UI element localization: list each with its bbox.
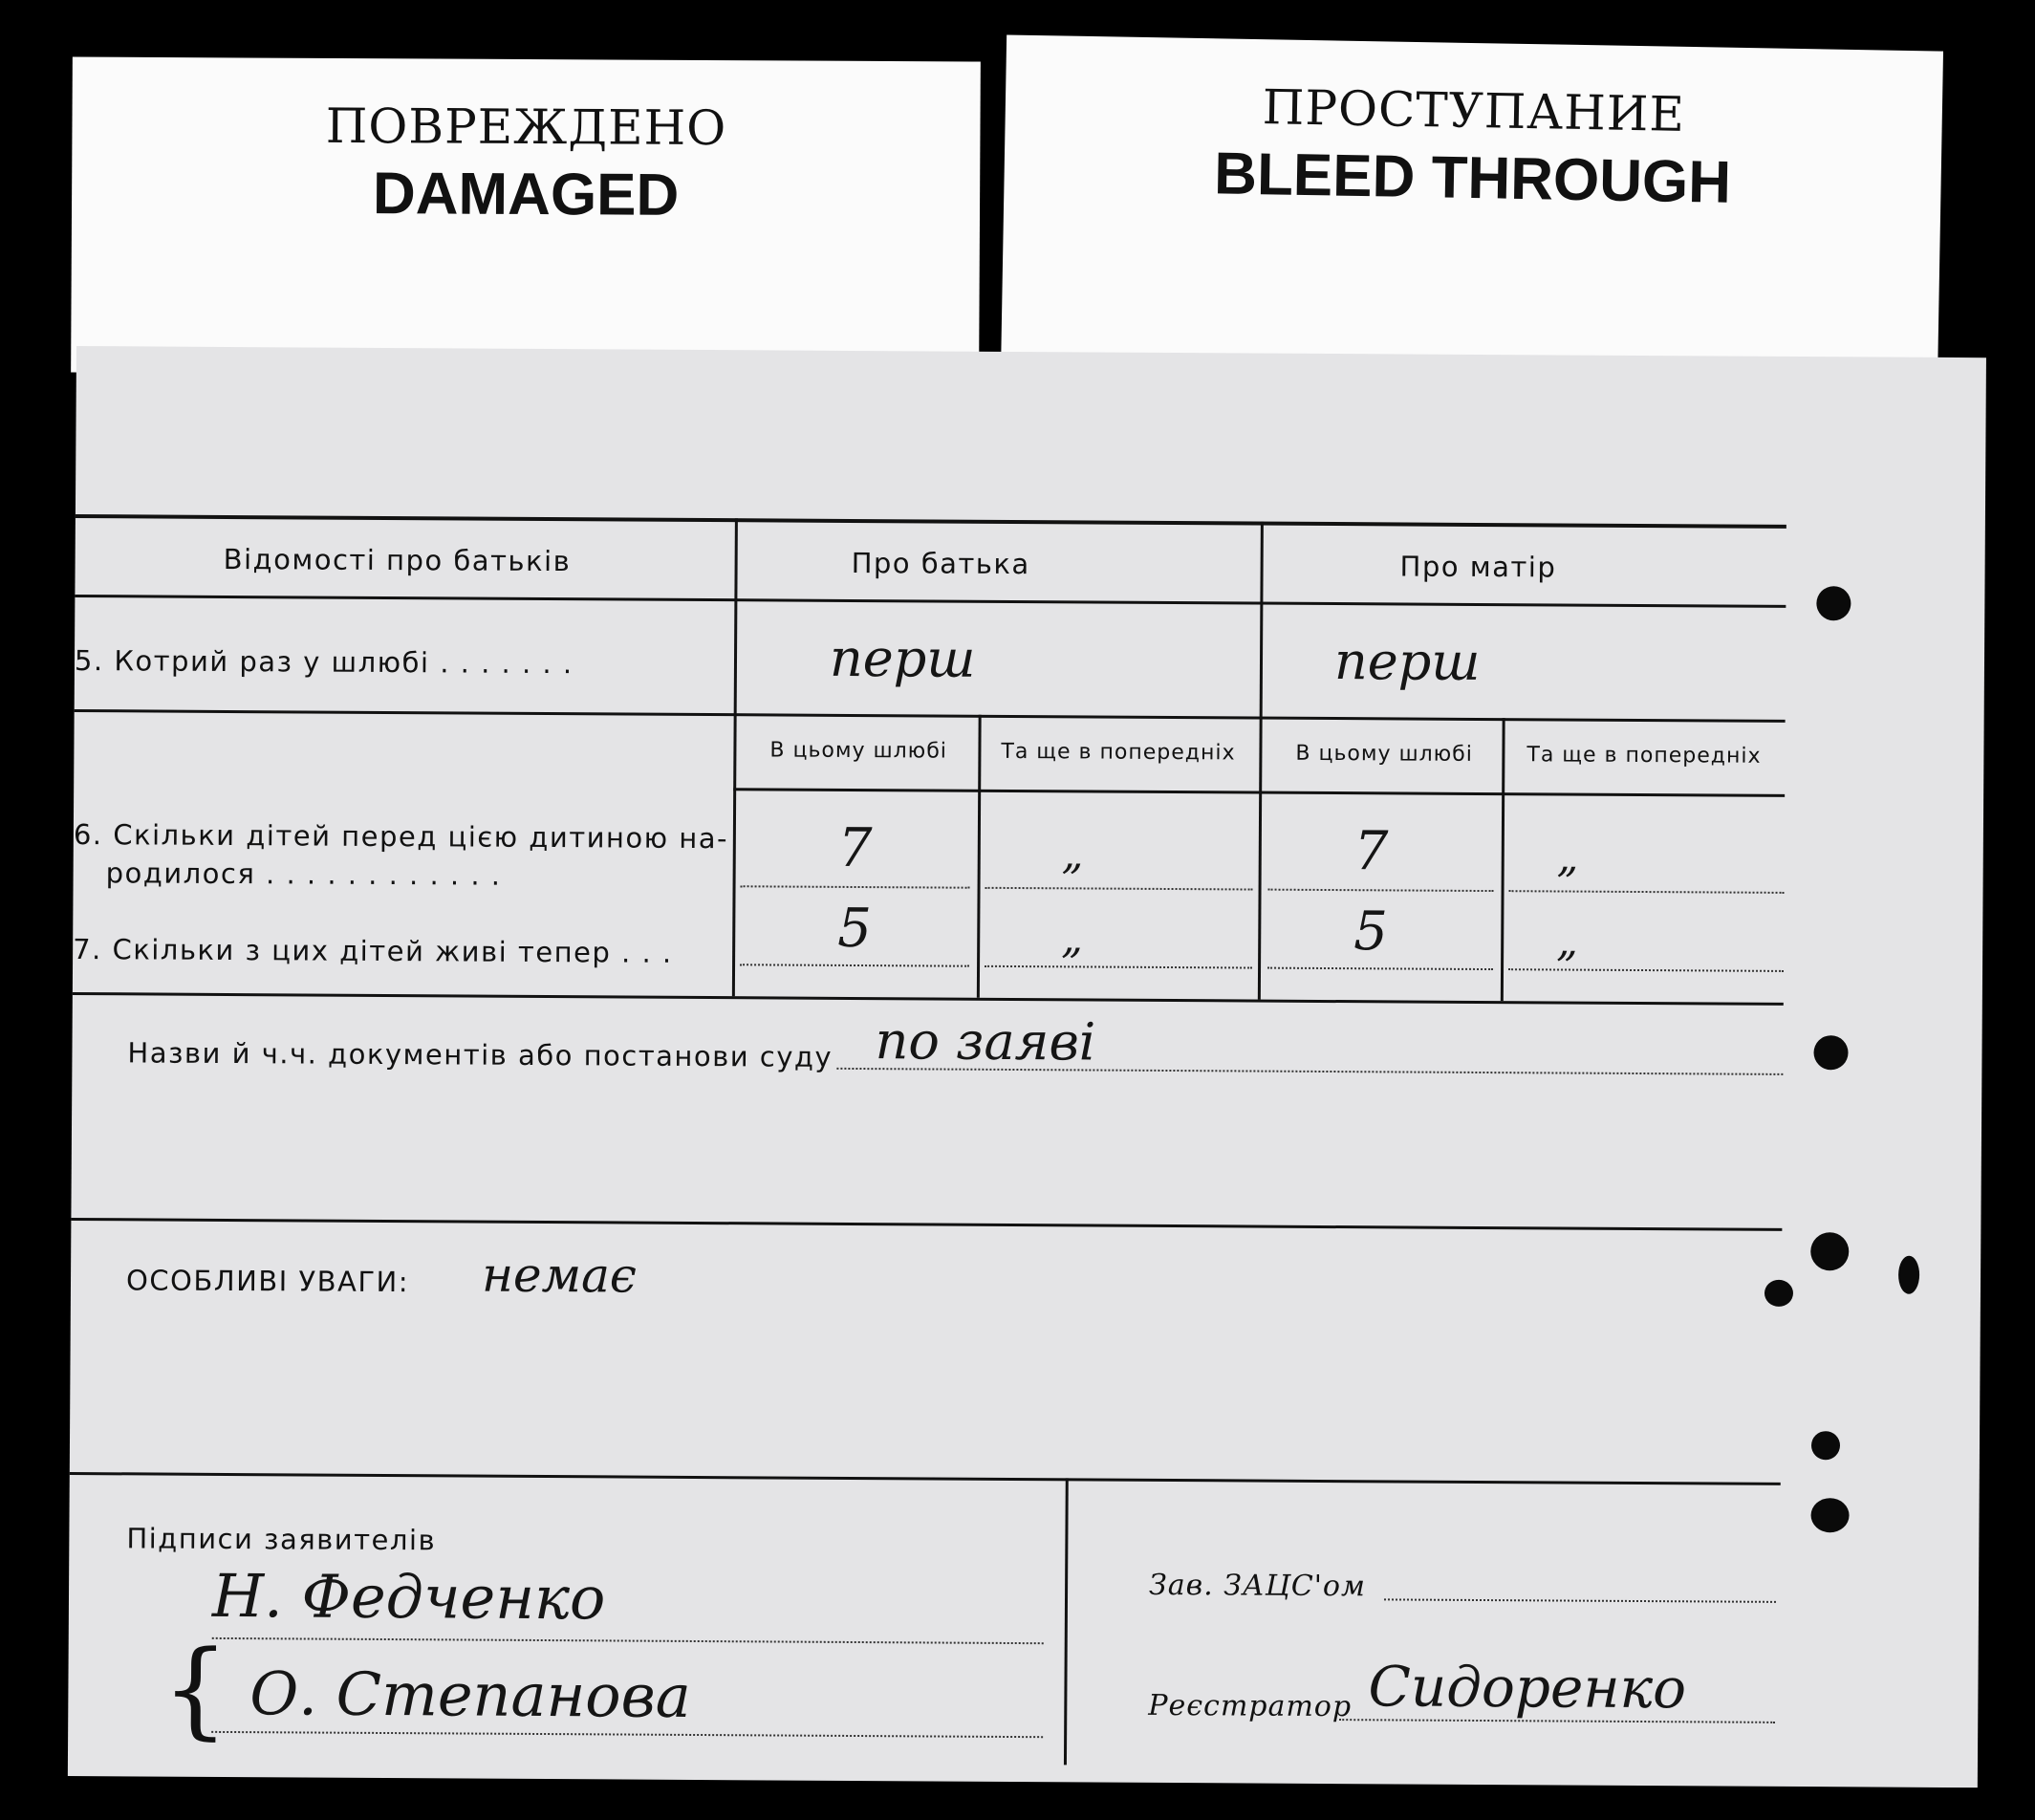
remarks-value: немає (481, 1246, 638, 1304)
dotted-rule (1267, 967, 1493, 970)
applicant-signature-1: Н. Федченко (211, 1560, 606, 1634)
documents-value: по заяві (875, 1010, 1096, 1072)
dotted-rule (1508, 968, 1784, 972)
damage-hole (1810, 1232, 1849, 1270)
q5-father-answer: перш (829, 627, 976, 689)
damage-hole (1811, 1431, 1840, 1460)
mother-this-marriage-header: В цьому шлюбі (1295, 741, 1473, 767)
q5-mother-answer: перш (1333, 631, 1481, 692)
documents-label: Назви й ч.ч. документів або постанови суду (127, 1036, 833, 1073)
signature-brace: { (162, 1627, 229, 1750)
registrar-signature: Сидоренко (1368, 1654, 1687, 1722)
head-of-registry-label: Зав. ЗАЦС'ом (1148, 1568, 1367, 1604)
q6-father-this: 7 (837, 816, 873, 880)
mother-column-header: Про матір (1399, 550, 1557, 584)
registrar-label: Реєстратор (1148, 1688, 1353, 1724)
punch-hole (1813, 1035, 1848, 1070)
punch-hole (1816, 586, 1851, 620)
dotted-rule (741, 885, 970, 888)
q7-father-prev: „ (1061, 914, 1084, 964)
damaged-en-label: DAMAGED (372, 161, 680, 228)
q6-label-line2: родилося . . . . . . . . . . . . (105, 856, 502, 892)
registration-form-sheet (68, 346, 1986, 1788)
q6-mother-prev: „ (1556, 833, 1579, 882)
father-column-header: Про батька (851, 546, 1030, 581)
q7-label: 7. Скільки з цих дітей живі тепер . . . (73, 932, 673, 969)
q6-label-line1: 6. Скільки дітей перед цією дитиною на- (73, 817, 729, 856)
dotted-rule (1509, 890, 1785, 894)
rule (70, 1472, 1781, 1485)
bleed-ru-label: ПРОСТУПАНИЕ (1262, 79, 1686, 142)
damaged-notice-card (71, 57, 981, 378)
remarks-label: ОСОБЛИВІ УВАГИ: (125, 1264, 410, 1299)
dotted-rule (211, 1731, 1043, 1738)
q7-mother-this: 5 (1353, 900, 1389, 964)
bleed-en-label: BLEED THROUGH (1213, 141, 1732, 216)
column-divider (732, 518, 738, 996)
section-header: Відомості про батьків (223, 542, 572, 578)
q7-mother-prev: „ (1556, 917, 1579, 966)
rule (75, 709, 1786, 723)
dotted-rule (985, 965, 1252, 969)
mother-previous-header: Та ще в попередніх (1526, 743, 1762, 769)
applicant-signature-2: О. Степанова (249, 1658, 691, 1731)
dotted-rule (1268, 889, 1494, 892)
q6-mother-this: 7 (1353, 820, 1389, 883)
column-divider (977, 715, 982, 998)
dotted-rule (740, 964, 969, 966)
rule (76, 514, 1786, 529)
bleed-through-notice-card (1001, 34, 1943, 390)
column-divider (1064, 1478, 1069, 1765)
rule (73, 992, 1784, 1006)
damage-hole (1810, 1498, 1849, 1532)
damage-hole (1898, 1256, 1919, 1294)
column-divider (1501, 718, 1505, 1001)
signatures-label: Підписи заявителів (126, 1522, 437, 1557)
dotted-rule (985, 887, 1253, 891)
rule (71, 1218, 1782, 1231)
dotted-rule (212, 1637, 1044, 1644)
q7-father-this: 5 (837, 897, 873, 961)
father-this-marriage-header: В цьому шлюбі (769, 738, 948, 764)
dotted-rule (1384, 1598, 1776, 1603)
q6-father-prev: „ (1061, 830, 1084, 879)
q5-label: 5. Котрий раз у шлюбі . . . . . . . (74, 643, 574, 681)
father-previous-header: Та ще в попередніх (1001, 739, 1236, 766)
damage-hole (1764, 1280, 1793, 1307)
column-divider (1258, 522, 1264, 1000)
damaged-ru-label: ПОВРЕЖДЕНО (325, 98, 727, 157)
rule (75, 595, 1786, 608)
